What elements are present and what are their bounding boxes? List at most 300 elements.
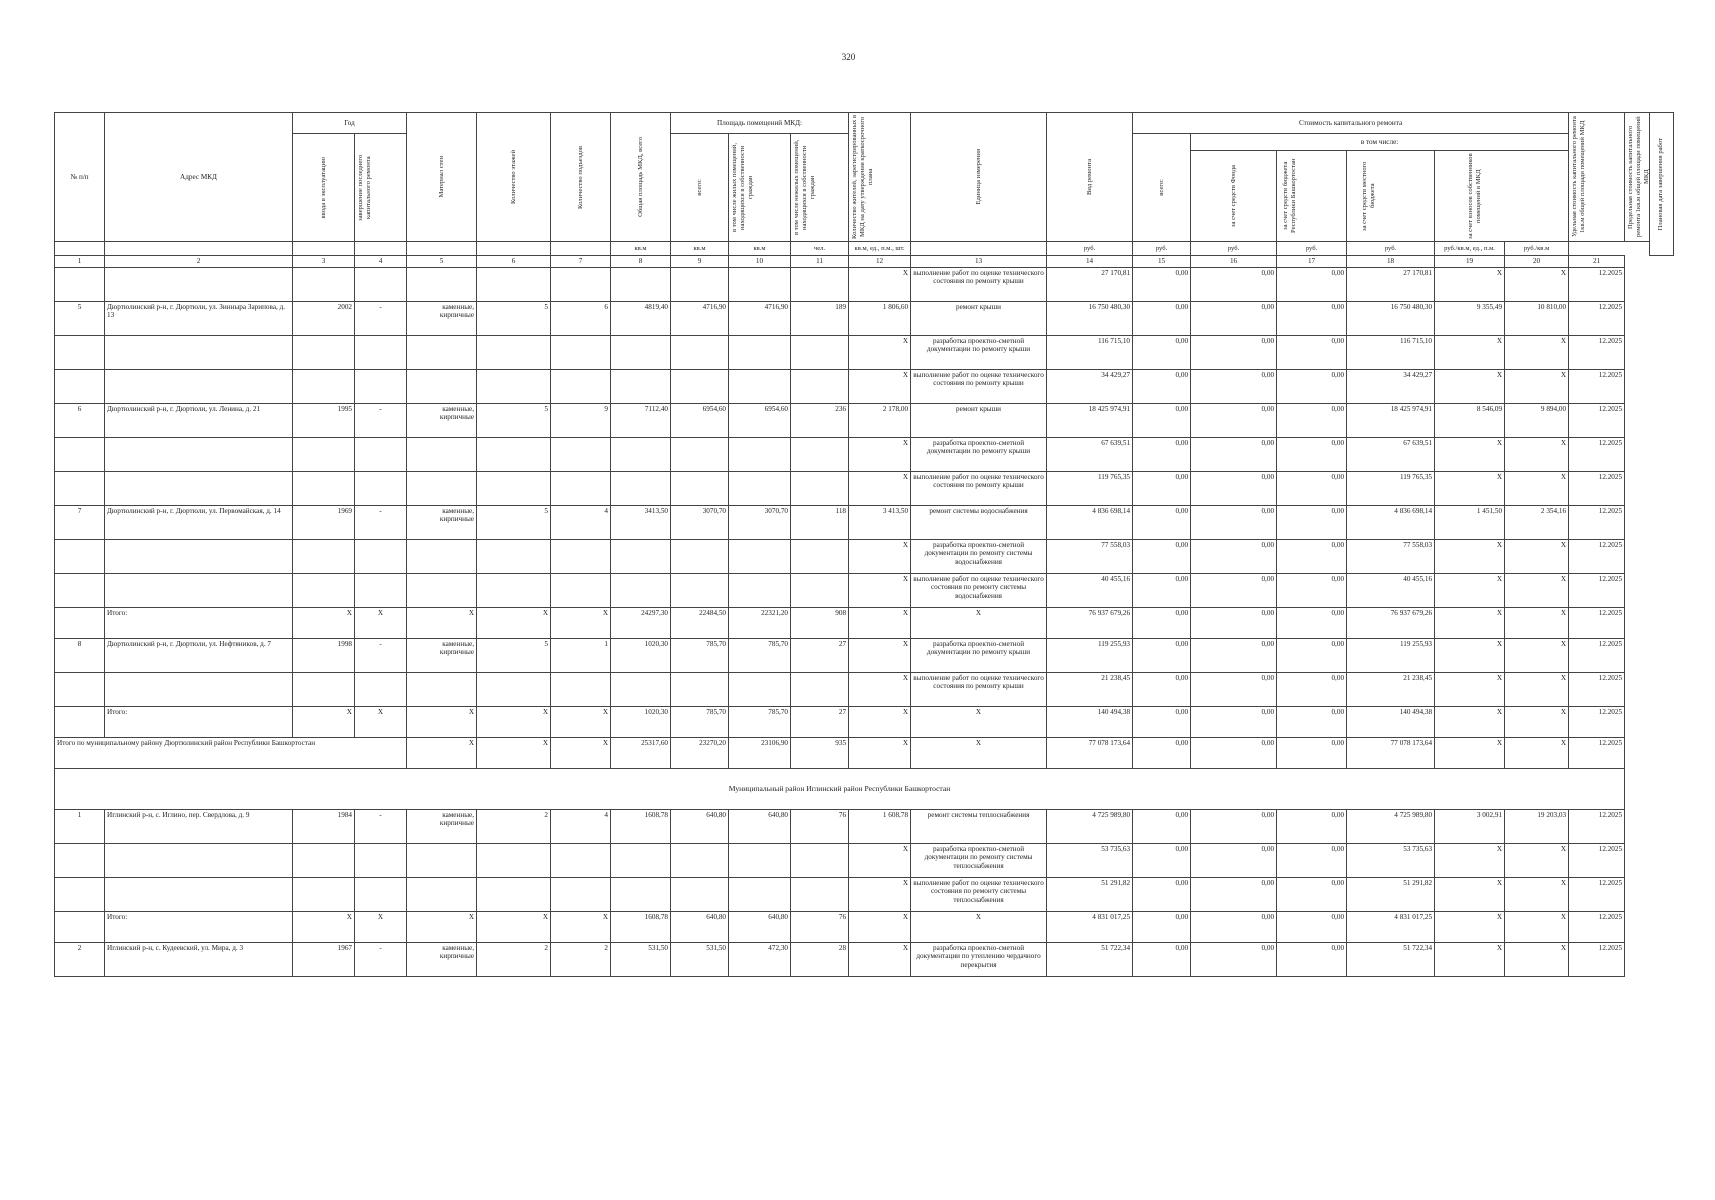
cell-unit: X [849, 437, 911, 471]
cell-a8: 4819,40 [611, 301, 671, 335]
cell-floors [477, 437, 551, 471]
cell-unit: X [849, 942, 911, 976]
cell-uc: 9 355,49 [1435, 301, 1505, 335]
cell-work: разработка проектно-сметной документации по ремонту системы теплоснабжения [911, 843, 1047, 877]
header-max-cost: Предельная стоимость капитального ремонта 1кв.м общей площади помещений МКД [1625, 113, 1649, 242]
cell-a10: 22321,20 [729, 607, 791, 638]
cell-y1 [293, 267, 355, 301]
cell-owners: 119 255,93 [1347, 638, 1435, 672]
column-number: 5 [407, 256, 477, 268]
district-total-label: Итого по муниципальному району Дюртюлинский район Республики Башкортостан [55, 737, 407, 768]
cell-floors [477, 539, 551, 573]
cell-date: 12.2025 [1569, 607, 1625, 638]
cell-rb: 0,00 [1191, 573, 1277, 607]
cell-total: 51 291,82 [1047, 877, 1133, 911]
column-number: 1 [55, 256, 105, 268]
cell-mc: X [1505, 638, 1569, 672]
cell-rb: 0,00 [1191, 335, 1277, 369]
district-total-row [55, 737, 1674, 768]
cell-date: 12.2025 [1569, 301, 1625, 335]
cell-work: X [911, 607, 1047, 638]
section-title: Муниципальный район Иглинский район Республики Башкортостан [55, 768, 1625, 809]
cell-owners: 67 639,51 [1347, 437, 1435, 471]
cell-address [105, 672, 293, 706]
table-row [55, 369, 1674, 403]
cell-work: выполнение работ по оценке технического состояния по ремонту крыши [911, 267, 1047, 301]
header-year: Год [293, 113, 407, 134]
cell-total: 140 494,38 [1047, 706, 1133, 737]
cell-rb: 0,00 [1191, 607, 1277, 638]
cell-uc: X [1435, 267, 1505, 301]
cell-a10: 640,80 [729, 911, 791, 942]
cell-floors [477, 267, 551, 301]
cell-uc: X [1435, 942, 1505, 976]
header-budget-local: за счет средств местного бюджета [1347, 151, 1435, 242]
cell-date: 12.2025 [1569, 335, 1625, 369]
cell-address: Итого: [105, 911, 293, 942]
cell-rb: 0,00 [1191, 911, 1277, 942]
cell-wall [407, 335, 477, 369]
cell-ppl: 76 [791, 911, 849, 942]
cell-a9 [671, 267, 729, 301]
cell-rb: 0,00 [1191, 877, 1277, 911]
cell-wall [407, 877, 477, 911]
column-number: 19 [1435, 256, 1505, 268]
header-year-commission: ввода в эксплуатацию [293, 134, 355, 242]
cell-wall: каменные, кирпичные [407, 301, 477, 335]
cell-a9: 640,80 [671, 809, 729, 843]
cell-fund: 0,00 [1133, 607, 1191, 638]
cell-fund: 0,00 [1133, 809, 1191, 843]
cell-a10: 785,70 [729, 706, 791, 737]
cell-local: 0,00 [1277, 911, 1347, 942]
cell-fund: 0,00 [1133, 539, 1191, 573]
cell-mc: X [1505, 369, 1569, 403]
cell-date: 12.2025 [1569, 672, 1625, 706]
cell-y1 [293, 672, 355, 706]
cell-date: 12.2025 [1569, 737, 1625, 768]
column-number: 17 [1277, 256, 1347, 268]
cell-a8: 25317,60 [611, 737, 671, 768]
cell-unit: X [849, 843, 911, 877]
cell-a10: 23106,90 [729, 737, 791, 768]
cell-a9 [671, 369, 729, 403]
cell-mc: 19 203,03 [1505, 809, 1569, 843]
table-row [55, 877, 1674, 911]
header-wall-material: Материал стен [407, 113, 477, 242]
cell-floors: X [477, 706, 551, 737]
cell-local: 0,00 [1277, 369, 1347, 403]
cell-floors [477, 471, 551, 505]
cell-a9: 3070,70 [671, 505, 729, 539]
cell-a8 [611, 335, 671, 369]
cell-local: 0,00 [1277, 672, 1347, 706]
cell-wall: X [407, 607, 477, 638]
cell-wall: X [407, 737, 477, 768]
cell-ent: 4 [551, 505, 611, 539]
cell-uc: X [1435, 843, 1505, 877]
cell-work: выполнение работ по оценке технического состояния по ремонту крыши [911, 471, 1047, 505]
cell-a8: 7112,40 [611, 403, 671, 437]
table-row [55, 505, 1674, 539]
cell-mc: X [1505, 437, 1569, 471]
table-row [55, 843, 1674, 877]
header-premises-area: Площадь помещений МКД: [671, 113, 849, 134]
cell-wall: X [407, 706, 477, 737]
cell-floors [477, 672, 551, 706]
cell-owners: 76 937 679,26 [1347, 607, 1435, 638]
cell-a8: 24297,30 [611, 607, 671, 638]
cell-ppl: 189 [791, 301, 849, 335]
cell-ppl: 908 [791, 607, 849, 638]
cell-no [55, 471, 105, 505]
cell-ppl [791, 539, 849, 573]
cell-rb: 0,00 [1191, 301, 1277, 335]
cell-owners: 4 725 989,80 [1347, 809, 1435, 843]
cell-fund: 0,00 [1133, 942, 1191, 976]
header-floors: Количество этажей [477, 113, 551, 242]
cell-mc: X [1505, 737, 1569, 768]
cell-a10 [729, 877, 791, 911]
cell-y2 [355, 369, 407, 403]
cell-a8: 1020,30 [611, 706, 671, 737]
cell-a10 [729, 573, 791, 607]
cell-work: ремонт системы теплоснабжения [911, 809, 1047, 843]
cell-y1: X [293, 607, 355, 638]
cell-no: 5 [55, 301, 105, 335]
cell-mc: X [1505, 607, 1569, 638]
unit-rub-16: руб. [1191, 242, 1277, 256]
cell-y1 [293, 437, 355, 471]
cell-fund: 0,00 [1133, 369, 1191, 403]
cell-ppl [791, 335, 849, 369]
cell-local: 0,00 [1277, 403, 1347, 437]
cell-ppl [791, 843, 849, 877]
table-row [55, 301, 1674, 335]
cell-unit: X [849, 471, 911, 505]
cell-y1: 2002 [293, 301, 355, 335]
cell-rb: 0,00 [1191, 737, 1277, 768]
cell-ppl: 76 [791, 809, 849, 843]
header-area-residential: в том числе жилых помещений, находящихся в собственности граждан [729, 134, 791, 242]
cell-address [105, 573, 293, 607]
cell-total: 4 831 017,25 [1047, 911, 1133, 942]
column-number: 12 [849, 256, 911, 268]
cell-uc: X [1435, 607, 1505, 638]
table-row [55, 672, 1674, 706]
unit-area-8: кв.м [611, 242, 671, 256]
cell-local: 0,00 [1277, 638, 1347, 672]
cell-rb: 0,00 [1191, 437, 1277, 471]
cell-total: 77 078 173,64 [1047, 737, 1133, 768]
table-row [55, 942, 1674, 976]
cell-unit: X [849, 369, 911, 403]
cell-total: 34 429,27 [1047, 369, 1133, 403]
cell-unit: X [849, 539, 911, 573]
cell-floors [477, 369, 551, 403]
cell-rb: 0,00 [1191, 539, 1277, 573]
cell-a9 [671, 335, 729, 369]
table-row [55, 267, 1674, 301]
cell-wall: X [407, 911, 477, 942]
header-owners: за счет взносов собственников помещений в МКД [1435, 151, 1569, 242]
cell-y2 [355, 573, 407, 607]
cell-date: 12.2025 [1569, 942, 1625, 976]
cell-work: X [911, 706, 1047, 737]
cell-a9: 531,50 [671, 942, 729, 976]
cell-ent: 6 [551, 301, 611, 335]
cell-no [55, 607, 105, 638]
cell-owners: 140 494,38 [1347, 706, 1435, 737]
cell-a9: 4716,90 [671, 301, 729, 335]
capital-repair-table-wrapper [54, 112, 1674, 977]
cell-date: 12.2025 [1569, 809, 1625, 843]
unit-area-10: кв.м [729, 242, 791, 256]
cell-unit: X [849, 911, 911, 942]
cell-mc: 9 894,00 [1505, 403, 1569, 437]
cell-wall [407, 267, 477, 301]
cell-owners: 34 429,27 [1347, 369, 1435, 403]
cell-fund: 0,00 [1133, 573, 1191, 607]
cell-fund: 0,00 [1133, 335, 1191, 369]
cell-unit: X [849, 877, 911, 911]
cell-y2 [355, 877, 407, 911]
cell-floors [477, 335, 551, 369]
cell-total: 18 425 974,91 [1047, 403, 1133, 437]
cell-a9: 785,70 [671, 638, 729, 672]
cell-floors: 5 [477, 638, 551, 672]
cell-ent [551, 843, 611, 877]
cell-ent: 9 [551, 403, 611, 437]
header-fund: за счет средств Фонда [1191, 151, 1277, 242]
cell-unit: X [849, 672, 911, 706]
cell-local: 0,00 [1277, 471, 1347, 505]
cell-rb: 0,00 [1191, 843, 1277, 877]
cell-no: 8 [55, 638, 105, 672]
cell-y1 [293, 539, 355, 573]
cell-a10: 4716,90 [729, 301, 791, 335]
cell-mc: X [1505, 843, 1569, 877]
cell-a9 [671, 437, 729, 471]
cell-floors: 5 [477, 301, 551, 335]
cell-a10 [729, 267, 791, 301]
cell-date: 12.2025 [1569, 403, 1625, 437]
cell-total: 77 558,03 [1047, 539, 1133, 573]
cell-floors [477, 573, 551, 607]
cell-a10: 472,30 [729, 942, 791, 976]
header-year-last-repair: завершение последнего капитального ремонта [355, 134, 407, 242]
cell-date: 12.2025 [1569, 706, 1625, 737]
cell-y1 [293, 471, 355, 505]
cell-a8 [611, 267, 671, 301]
cell-uc: X [1435, 437, 1505, 471]
cell-address: Дюртюлинский р-н, г. Дюртюли, ул. Зинныра Зарипова, д. 13 [105, 301, 293, 335]
cell-uc: X [1435, 539, 1505, 573]
cell-floors: 2 [477, 809, 551, 843]
cell-ppl: 118 [791, 505, 849, 539]
column-number: 15 [1133, 256, 1191, 268]
cell-work: разработка проектно-сметной документации по ремонту крыши [911, 335, 1047, 369]
cell-owners: 18 425 974,91 [1347, 403, 1435, 437]
cell-a9 [671, 471, 729, 505]
cell-a8 [611, 539, 671, 573]
cell-a9: 640,80 [671, 911, 729, 942]
cell-no [55, 573, 105, 607]
cell-a9 [671, 877, 729, 911]
cell-floors [477, 843, 551, 877]
cell-ppl [791, 877, 849, 911]
cell-a10 [729, 843, 791, 877]
cell-wall [407, 437, 477, 471]
cell-a8: 3413,50 [611, 505, 671, 539]
cell-y1 [293, 877, 355, 911]
column-number: 2 [105, 256, 293, 268]
cell-y1 [293, 573, 355, 607]
cell-y2 [355, 843, 407, 877]
cell-a10: 3070,70 [729, 505, 791, 539]
cell-a10 [729, 437, 791, 471]
unit-rub-17: руб. [1277, 242, 1347, 256]
column-number: 6 [477, 256, 551, 268]
cell-total: 67 639,51 [1047, 437, 1133, 471]
cell-work: выполнение работ по оценке технического состояния по ремонту крыши [911, 369, 1047, 403]
cell-ppl: 236 [791, 403, 849, 437]
cell-unit: X [849, 573, 911, 607]
cell-address [105, 437, 293, 471]
cell-owners: 51 291,82 [1347, 877, 1435, 911]
cell-unit: X [849, 267, 911, 301]
cell-uc: 3 002,91 [1435, 809, 1505, 843]
cell-y1: 1995 [293, 403, 355, 437]
cell-total: 119 255,93 [1047, 638, 1133, 672]
cell-total: 51 722,34 [1047, 942, 1133, 976]
cell-local: 0,00 [1277, 267, 1347, 301]
cell-rb: 0,00 [1191, 505, 1277, 539]
cell-a9 [671, 539, 729, 573]
cell-local: 0,00 [1277, 877, 1347, 911]
cell-y2: - [355, 403, 407, 437]
header-unit: Единица измерения [911, 113, 1047, 242]
cell-ppl [791, 267, 849, 301]
unit-area-9: кв.м [671, 242, 729, 256]
cell-total: 119 765,35 [1047, 471, 1133, 505]
cell-local: 0,00 [1277, 539, 1347, 573]
cell-total: 116 715,10 [1047, 335, 1133, 369]
cell-ppl: 28 [791, 942, 849, 976]
cell-y1: 1984 [293, 809, 355, 843]
cell-ent [551, 437, 611, 471]
cell-ent [551, 267, 611, 301]
cell-rb: 0,00 [1191, 403, 1277, 437]
cell-local: 0,00 [1277, 573, 1347, 607]
unit-rub-14: руб. [1047, 242, 1133, 256]
cell-no [55, 539, 105, 573]
cell-mc: X [1505, 335, 1569, 369]
cell-y2: X [355, 607, 407, 638]
cell-fund: 0,00 [1133, 877, 1191, 911]
cell-uc: X [1435, 471, 1505, 505]
cell-uc: X [1435, 638, 1505, 672]
cell-address: Итого: [105, 607, 293, 638]
cell-total: 27 170,81 [1047, 267, 1133, 301]
cell-unit: X [849, 706, 911, 737]
cell-fund: 0,00 [1133, 505, 1191, 539]
cell-a8 [611, 573, 671, 607]
cell-uc: X [1435, 369, 1505, 403]
cell-owners: 51 722,34 [1347, 942, 1435, 976]
cell-local: 0,00 [1277, 335, 1347, 369]
cell-work: разработка проектно-сметной документации по ремонту системы водоснабжения [911, 539, 1047, 573]
cell-ent [551, 369, 611, 403]
cell-y2 [355, 471, 407, 505]
cell-a9 [671, 573, 729, 607]
cell-work: выполнение работ по оценке технического состояния по ремонту системы водоснабжения [911, 573, 1047, 607]
cell-local: 0,00 [1277, 942, 1347, 976]
cell-ent: 1 [551, 638, 611, 672]
cell-work: разработка проектно-сметной документации по ремонту крыши [911, 638, 1047, 672]
cell-a9 [671, 672, 729, 706]
cell-address [105, 877, 293, 911]
header-work-type: Вид ремонта [1047, 113, 1133, 242]
cell-work: ремонт системы водоснабжения [911, 505, 1047, 539]
cell-a8: 1020,30 [611, 638, 671, 672]
column-number-row [55, 256, 1674, 268]
cell-a8: 531,50 [611, 942, 671, 976]
cell-a8 [611, 672, 671, 706]
cell-mc: X [1505, 267, 1569, 301]
cell-date: 12.2025 [1569, 843, 1625, 877]
cell-y1: 1969 [293, 505, 355, 539]
cell-total: 4 836 698,14 [1047, 505, 1133, 539]
cell-wall: каменные, кирпичные [407, 638, 477, 672]
column-number: 11 [791, 256, 849, 268]
column-number: 10 [729, 256, 791, 268]
cell-date: 12.2025 [1569, 505, 1625, 539]
cell-address [105, 267, 293, 301]
cell-address: Итого: [105, 706, 293, 737]
cell-local: 0,00 [1277, 301, 1347, 335]
cell-a8 [611, 843, 671, 877]
cell-address: Дюртюлинский р-н, г. Дюртюли, ул. Нефтяников, д. 7 [105, 638, 293, 672]
cell-uc: X [1435, 335, 1505, 369]
column-number: 20 [1505, 256, 1569, 268]
cell-owners: 16 750 480,30 [1347, 301, 1435, 335]
cell-local: 0,00 [1277, 843, 1347, 877]
cell-rb: 0,00 [1191, 369, 1277, 403]
unit-rub-15: руб. [1133, 242, 1191, 256]
cell-wall [407, 369, 477, 403]
header-no: № п/п [55, 113, 105, 242]
cell-unit: X [849, 335, 911, 369]
cell-ent [551, 539, 611, 573]
cell-a8 [611, 877, 671, 911]
cell-local: 0,00 [1277, 737, 1347, 768]
cell-a10 [729, 471, 791, 505]
cell-address [105, 335, 293, 369]
cell-mc: X [1505, 539, 1569, 573]
cell-no: 1 [55, 809, 105, 843]
cell-wall: каменные, кирпичные [407, 505, 477, 539]
cell-date: 12.2025 [1569, 471, 1625, 505]
cell-address [105, 369, 293, 403]
cell-y2: - [355, 942, 407, 976]
header-cost-total: всего: [1133, 134, 1191, 242]
table-row [55, 638, 1674, 672]
cell-ent [551, 573, 611, 607]
cell-work: X [911, 911, 1047, 942]
table-row [55, 471, 1674, 505]
cell-date: 12.2025 [1569, 539, 1625, 573]
